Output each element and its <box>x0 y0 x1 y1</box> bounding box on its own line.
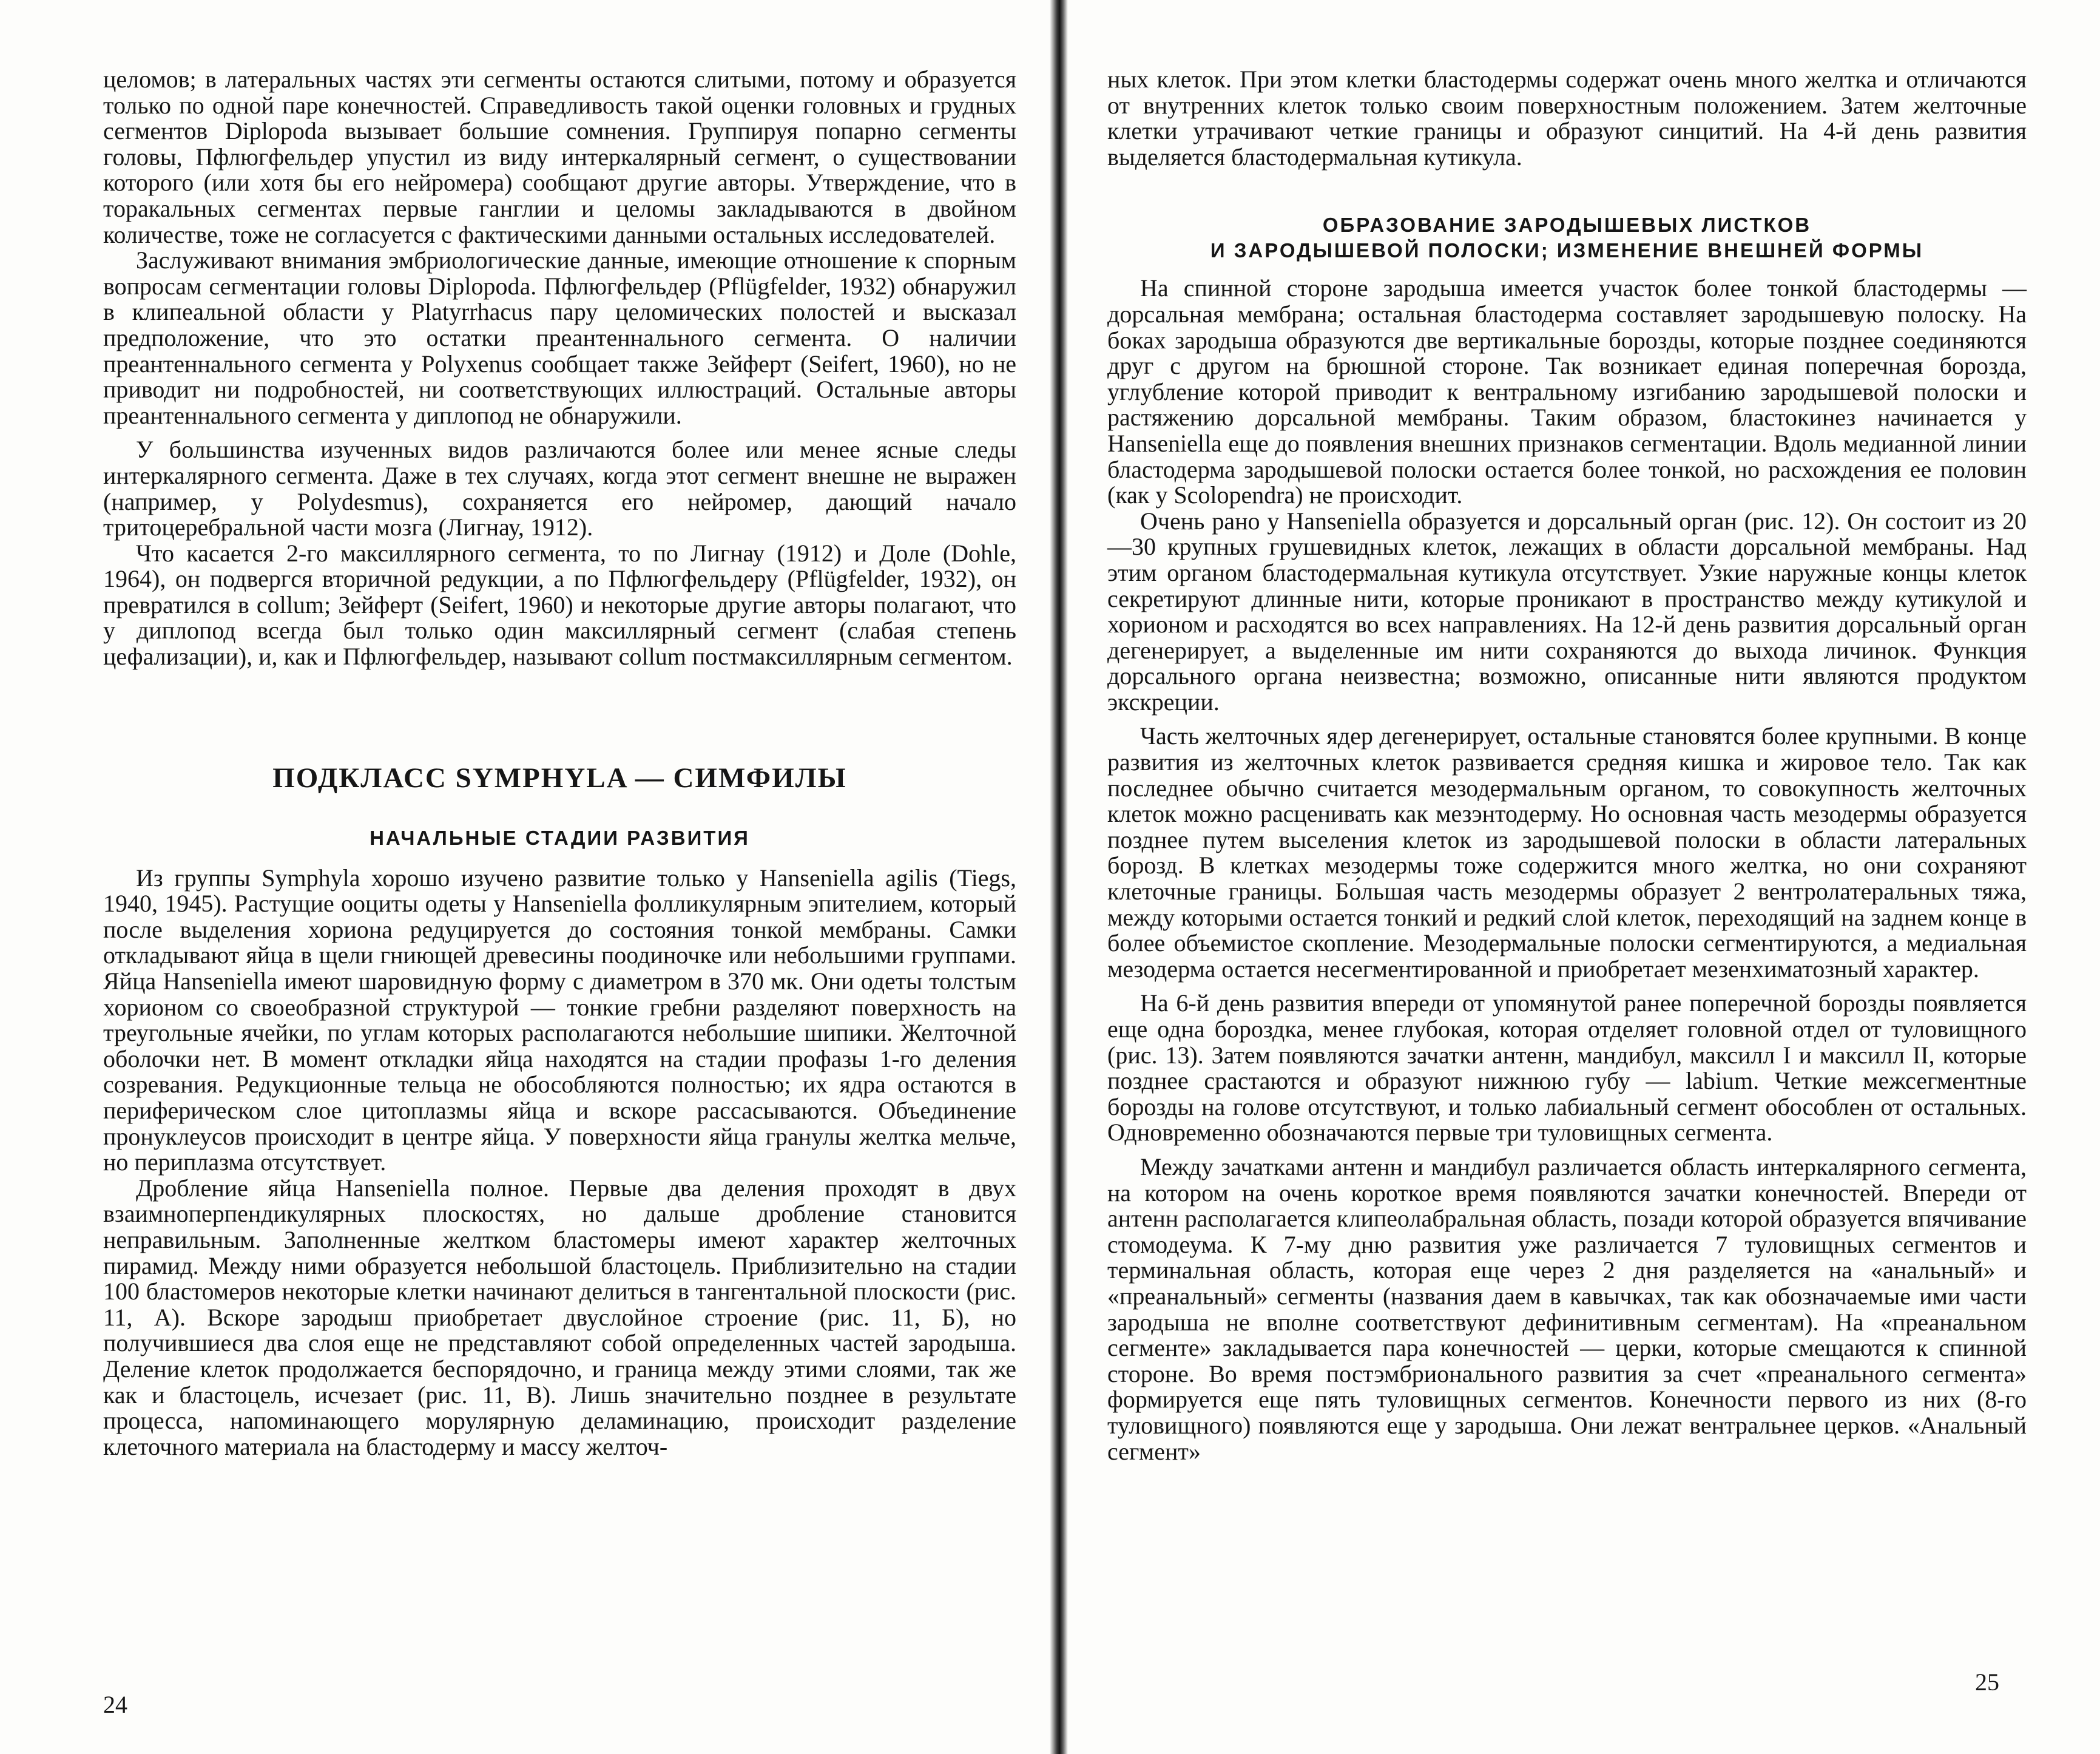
section-heading: ПОДКЛАСС SYMPHYLA — СИМФИЛЫ <box>272 762 847 794</box>
paragraph: На спинной стороне зародыша имеется участок более тонкой бластодермы — дорсальная мембрана; остальная бластодерма составляет зародышевую полоску. На боках зародыша образуются две вертикальные борозды, которые позднее соединяются друг с другом на брюшной стороне. Так возникает единая поперечная борозда, углубление которой приводит к вентральному изгибанию зародышевой полоски и растяжению дорсальной мембраны. Таким образом, бластокинез начинается у Hanseniella еще до появления внешних признаков сегментации. Вдоль медианной линии бластодерма зародышевой полоски остается более тонкой, но расхождения ее половин (как у Scolopendra) не происходит. <box>1107 274 2027 509</box>
subsection-heading-line-2: И ЗАРОДЫШЕВОЙ ПОЛОСКИ; ИЗМЕНЕНИЕ ВНЕШНЕЙ ФОРМЫ <box>1210 239 1924 262</box>
paragraph: Из группы Symphyla хорошо изучено развитие только у Hanseniella agilis (Tiegs, 1940, 1945). Растущие ооциты одеты у Hanseniella фолликулярным эпителием, который после выделения хориона редуцируется до состояния тонкой мембраны. Самки откладывают яйца в щели гниющей древесины поодиночке или небольшими группами. Яйца Hanseniella имеют шаровидную форму с диаметром в 370 мк. Они одеты толстым хорионом со своеобразной структурой — тонкие гребни разделяют поверхность на треугольные ячейки, по углам которых располагаются небольшие шипики. Желточной оболочки нет. В момент откладки яйца находятся на стадии профазы 1-го деления созревания. Редукционные тельца не обособляются полностью; их ядра остаются в периферическом слое цитоплазмы яйца и вскоре рассасываются. Объединение пронуклеусов происходит в центре яйца. У поверхности яйца гранулы желтка мельче, но периплазма отсутствует. <box>103 864 1016 1176</box>
left-text-column <box>103 67 1016 1460</box>
page-number: 24 <box>103 1691 127 1718</box>
paragraph: Часть желточных ядер дегенерирует, остальные становятся более крупными. В конце развития из желточных клеток развивается средняя кишка и жировое тело. Так как последнее обычно считается мезодермальным органом, то совокупность желточных клеток можно расценивать как мезэнтодерму. Но основная часть мезодермы образуется позднее путем выселения клеток из зародышевой полоски в области латеральных борозд. В клетках мезодермы тоже содержится много желтка, но они сохраняют клеточные границы. Бо́льшая часть мезодермы образует 2 вентролатеральных тяжа, между которыми остается тонкий и редкий слой клеток, переходящий на заднем конце в более объемистое скопление. Мезодермальные полоски сегментируются, а медиальная мезодерма остается несегментированной и приобретает мезенхиматозный характер. <box>1107 722 2027 983</box>
right-text-column <box>1107 67 2027 1464</box>
subsection-heading-line-1: ОБРАЗОВАНИЕ ЗАРОДЫШЕВЫХ ЛИСТКОВ <box>1322 214 1812 237</box>
subsection-heading: НАЧАЛЬНЫЕ СТАДИИ РАЗВИТИЯ <box>370 826 750 849</box>
paragraph: У большинства изученных видов различаются более или менее ясные следы интеркалярного сегмента. Даже в тех случаях, когда этот сегмент внешне не выражен (например, у Polydesmus), сохраняется его нейромер, дающий начало тритоцеребральной части мозга (Лигнау, 1912). <box>103 436 1016 541</box>
paragraph: целомов; в латеральных частях эти сегменты остаются слитыми, потому и образуется только по одной паре конечностей. Справедливость такой оценки головных и грудных сегментов Diplopoda вызывает большие сомнения. Группируя попарно сегменты головы, Пфлюгфельдер упустил из виду интеркалярный сегмент, о существовании которого (или хотя бы его нейромера) сообщают другие авторы. Утверждение, что в торакальных сегментах первые ганглии и целомы закладываются в двойном количестве, тоже не согласуется с фактическими данными остальных исследователей. <box>103 66 1016 248</box>
paragraph: Дробление яйца Hanseniella полное. Первые два деления проходят в двух взаимноперпендикулярных плоскостях, но дальше дробление становится неправильным. Заполненные желтком бластомеры имеют характер желточных пирамид. Между ними образуется небольшой бластоцель. Приблизительно на стадии 100 бластомеров некоторые клетки начинают делиться в тангентальной плоскости (рис. 11, А). Вскоре зародыш приобретает двуслойное строение (рис. 11, Б), но получившиеся два слоя еще не представляют собой определенных частей зародыша. Деление клеток продолжается беспорядочно, и граница между этими слоями, так же как и бластоцель, исчезает (рис. 11, В). Лишь значительно позднее в результате процесса, напоминающего морулярную деламинацию, происходит разделение клеточного материала на бластодерму и массу желточ- <box>103 1174 1016 1460</box>
page-number: 25 <box>1975 1668 1999 1696</box>
paragraph: Между зачатками антенн и мандибул различается область интеркалярного сегмента, на котором на очень короткое время появляются зачатки конечностей. Впереди от антенн располагается клипеолабральная область, позади которой образуется впячивание стомодеума. К 7-му дню развития уже различается 7 туловищных сегментов и терминальная область, которая еще через 2 дня разделяется на «анальный» и «преанальный» сегменты (названия даем в кавычках, так как обозначаемые ими части зародыша не вполне соответствуют дефинитивным сегментам). На «преанальном сегменте» закладывается пара конечностей — церки, которые смещаются к спинной стороне. Во время постэмбрионального развития за счет «преанального сегмента» формируется еще пять туловищных сегментов. Конечности первого из них (8-го туловищного) появляются еще у зародыша. Они лежат вентральнее церков. «Анальный сегмент» <box>1107 1153 2027 1465</box>
paragraph: Очень рано у Hanseniella образуется и дорсальный орган (рис. 12). Он состоит из 20—30 крупных грушевидных клеток, лежащих в области дорсальной мембраны. Над этим органом бластодермальная кутикула отсутствует. Узкие наружные концы клеток секретируют длинные нити, которые проникают в пространство между кутикулой и хорионом и расходятся во всех направлениях. На 12-й день развития дорсальный орган дегенерирует, а выделенные им нити сохраняются до выхода личинок. Функция дорсального органа неизвестна; возможно, описанные нити являются продуктом экскреции. <box>1107 507 2027 716</box>
paragraph: На 6-й день развития впереди от упомянутой ранее поперечной борозды появляется еще одна бороздка, менее глубокая, которая отделяет головной отдел от туловищного (рис. 13). Затем появляются зачатки антенн, мандибул, максилл I и максилл II, которые позднее срастаются и образуют нижнюю губу — labium. Четкие межсегментные борозды на голове отсутствуют, и только лабиальный сегмент обособлен от остальных. Одновременно обозначаются первые три туловищных сегмента. <box>1107 989 2027 1146</box>
paragraph: Что касается 2-го максиллярного сегмента, то по Лигнау (1912) и Доле (Dohle, 1964), он подвергся вторичной редукции, а по Пфлюгфельдеру (Pflügfelder, 1932), он превратился в collum; Зейферт (Seifert, 1960) и некоторые другие авторы полагают, что у диплопод всегда был только один максиллярный сегмент (слабая степень цефализации), и, как и Пфлюгфельдер, называют collum постмаксиллярным сегментом. <box>103 539 1016 671</box>
paragraph: ных клеток. При этом клетки бластодермы содержат очень много желтка и отличаются от внутренних клеток только своим поверхностным положением. Затем желточные клетки утрачивают четкие границы и образуют синцитий. На 4-й день развития выделяется бластодермальная кутикула. <box>1107 66 2027 171</box>
book-gutter <box>1050 0 1068 1754</box>
right-page <box>1068 0 2100 1754</box>
paragraph: Заслуживают внимания эмбриологические данные, имеющие отношение к спорным вопросам сегментации головы Diplopoda. Пфлюгфельдер (Pflügfelder, 1932) обнаружил в клипеальной области у Platyrrhacus пару целомических полостей и высказал предположение, что это остатки преантеннального сегмента. О наличии преантеннального сегмента у Polyxenus сообщает также Зейферт (Seifert, 1960), но не приводит ни подробностей, ни соответствующих иллюстраций. Остальные авторы преантеннального сегмента у диплопод не обнаружили. <box>103 246 1016 429</box>
